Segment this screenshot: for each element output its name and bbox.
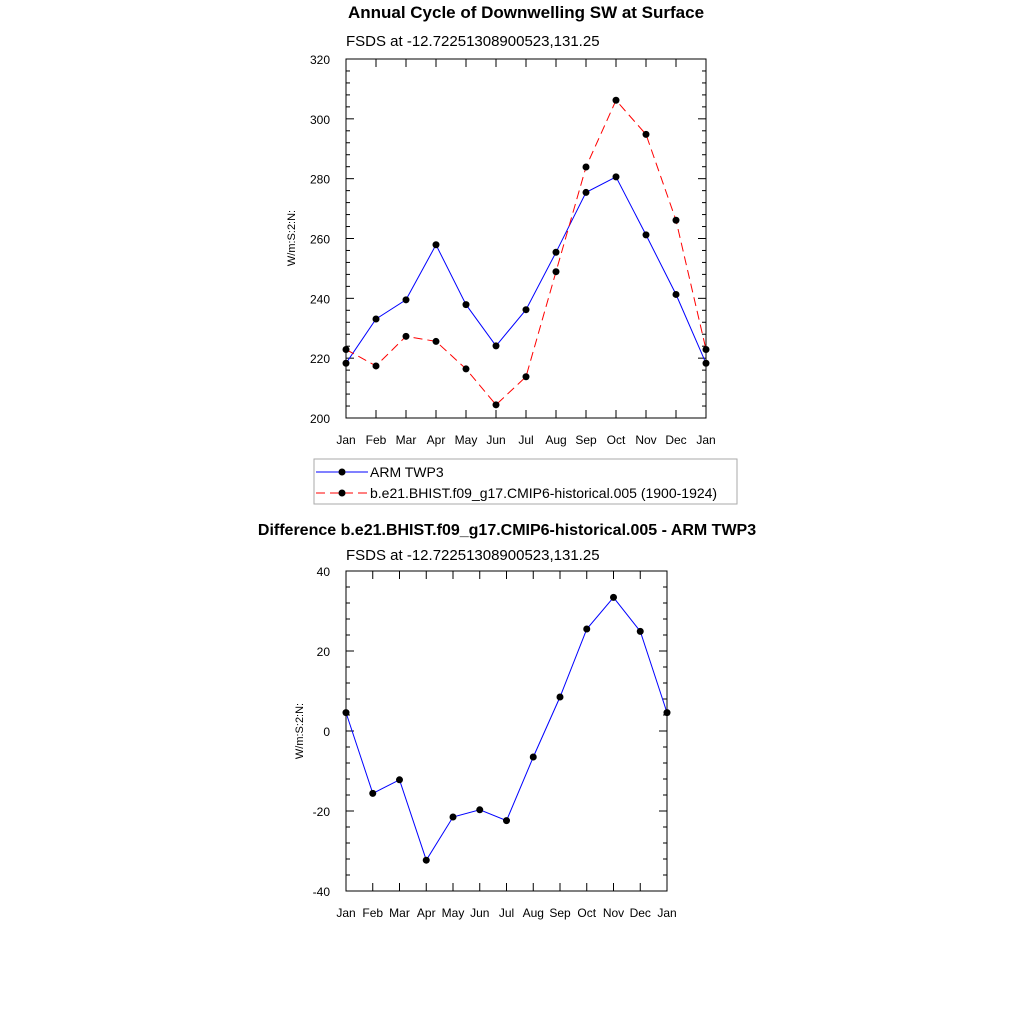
series-0-point (664, 709, 671, 716)
x-tick-label: Oct (577, 906, 597, 920)
series-0-point (343, 360, 350, 367)
series-1-point (403, 333, 410, 340)
series-1-point (643, 131, 650, 138)
series-0-point (373, 315, 380, 322)
x-tick-label: Jun (486, 433, 506, 447)
series-1-point (523, 373, 530, 380)
legend-item-model (316, 485, 717, 501)
series-1-point (673, 217, 680, 224)
chart-top-subtitle: FSDS at -12.72251308900523,131.25 (346, 33, 600, 50)
chart-bottom (258, 522, 756, 920)
plot-frame (346, 571, 667, 891)
chart-top-title: Annual Cycle of Downwelling SW at Surface (347, 3, 705, 22)
series-0-point (503, 817, 510, 824)
x-tick-label: May (441, 906, 465, 920)
y-tick-label: 220 (309, 352, 330, 367)
x-tick-label: Mar (389, 906, 410, 920)
series-0-point (643, 231, 650, 238)
x-tick-label: Jan (336, 906, 356, 920)
legend-model-label: b.e21.BHIST.f09_g17.CMIP6-historical.005 (1900-1924) (370, 485, 718, 501)
series-line-1 (346, 100, 706, 405)
plot-frame (346, 59, 706, 418)
x-tick-label: Aug (522, 906, 544, 920)
series-0-point (610, 594, 617, 601)
x-tick-label: Nov (602, 906, 625, 920)
x-tick-label: Sep (575, 433, 597, 447)
series-1-point (613, 97, 620, 104)
legend-obs-marker (339, 469, 346, 476)
series-0-point (476, 806, 483, 813)
x-tick-label: Oct (606, 433, 626, 447)
series-0-point (403, 296, 410, 303)
x-tick-label: Mar (395, 433, 417, 447)
x-tick-label: Feb (365, 433, 387, 447)
x-tick-label: Jan (657, 906, 677, 920)
series-0-point (673, 291, 680, 298)
legend-obs-label: ARM TWP3 (370, 464, 444, 480)
chart-bottom-plot-area (313, 565, 677, 920)
y-tick-label: 0 (323, 725, 330, 739)
series-0-point (553, 249, 560, 256)
series-0-point (583, 626, 590, 633)
x-tick-label: Jun (470, 906, 490, 920)
series-1-point (373, 362, 380, 369)
y-tick-label: 280 (309, 172, 330, 187)
series-0-point (433, 241, 440, 248)
chart-top-legend (314, 459, 737, 504)
series-0-point (583, 189, 590, 196)
x-tick-label: Jan (336, 433, 356, 447)
x-tick-label: Jul (518, 433, 534, 447)
x-tick-label: Apr (416, 906, 436, 920)
y-tick-label: 240 (309, 292, 330, 307)
series-1-point (553, 268, 560, 275)
x-tick-label: Nov (635, 433, 657, 447)
chart-top (286, 3, 737, 504)
series-1-point (463, 365, 470, 372)
series-0-point (450, 814, 457, 821)
x-tick-label: Feb (362, 906, 384, 920)
series-0-point (369, 790, 376, 797)
series-1-point (493, 401, 500, 408)
x-tick-label: Dec (665, 433, 687, 447)
y-tick-label: -20 (312, 805, 330, 819)
series-0-point (493, 342, 500, 349)
y-tick-label: 320 (309, 53, 330, 67)
series-0-point (703, 360, 710, 367)
x-tick-label: May (454, 433, 478, 447)
series-1-point (583, 163, 590, 170)
series-1-point (703, 346, 710, 353)
series-1-point (433, 338, 440, 345)
x-tick-label: Sep (549, 906, 571, 920)
series-0-point (637, 628, 644, 635)
legend-model-marker (339, 490, 346, 497)
chart-bottom-title: Difference b.e21.BHIST.f09_g17.CMIP6-historical.005 - ARM TWP3 (257, 522, 757, 539)
series-0-point (396, 776, 403, 783)
series-1-point (343, 346, 350, 353)
x-tick-label: Jul (498, 906, 515, 920)
series-0-point (523, 306, 530, 313)
series-0-point (557, 694, 564, 701)
y-tick-label: 260 (309, 232, 330, 247)
series-0-point (423, 857, 430, 864)
series-0-point (463, 301, 470, 308)
series-0-point (530, 754, 537, 761)
y-tick-label: 40 (316, 565, 330, 579)
series-line-0 (346, 177, 706, 363)
y-tick-label: -40 (312, 885, 330, 899)
x-tick-label: Dec (629, 906, 651, 920)
series-0-point (343, 709, 350, 716)
x-tick-label: Apr (426, 433, 446, 447)
x-tick-label: Aug (545, 433, 567, 447)
x-tick-label: Jan (696, 433, 716, 447)
chart-bottom-subtitle: FSDS at -12.72251308900523,131.25 (346, 547, 600, 564)
series-0-point (613, 173, 620, 180)
y-tick-label: 200 (309, 412, 330, 426)
chart-bottom-ylabel: W/m:S:2:N: (294, 702, 306, 760)
chart-top-plot-area (310, 53, 716, 447)
chart-top-ylabel: W/m:S:2:N: (286, 209, 298, 267)
y-tick-label: 20 (316, 645, 330, 659)
y-tick-label: 300 (309, 112, 330, 127)
